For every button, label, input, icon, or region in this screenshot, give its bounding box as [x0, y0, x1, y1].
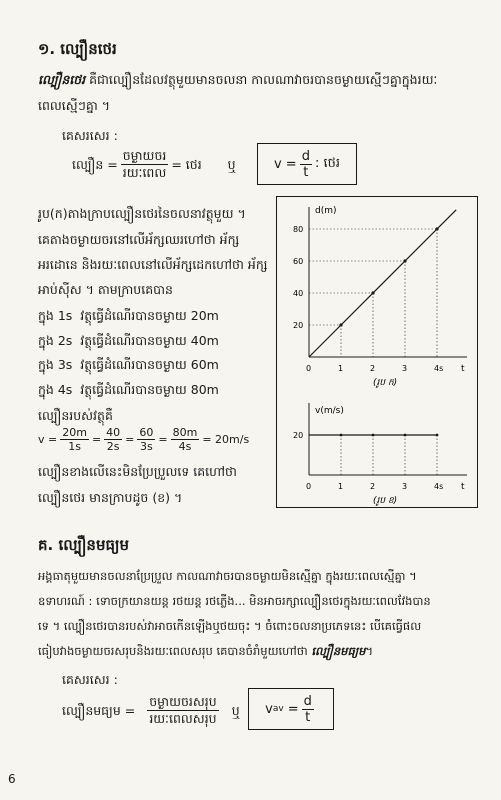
x-tick-label: 0: [306, 364, 312, 373]
velocity-time-chart: [277, 395, 477, 507]
calc-v: v =: [38, 433, 58, 446]
s2-para-line4: [38, 643, 373, 659]
calc-num: 20m: [62, 426, 87, 439]
speed-word: ល្បឿន =: [72, 156, 118, 172]
para-line2: អរដោនេ និងរយៈពេលនៅលើអ័ក្សដេកហៅថា អ័ក្ស: [38, 257, 268, 272]
boxed-num: d: [303, 693, 312, 709]
x-tick-label: 4s: [434, 364, 444, 373]
calc-den: 3s: [140, 440, 153, 453]
y-tick-label: 20: [293, 431, 304, 440]
list-item: [38, 382, 219, 398]
s2-para-line3: ទេ ។ ល្បឿនថេរបានរបស់វាអាចកើនឡើងឬថយចុះ ។ ចំពោះចលនាប្រភេទនេះ បើគេធ្វើផល: [38, 619, 422, 633]
boxed-fraction: [302, 694, 314, 725]
section2-heading: គ. ល្បឿនមធ្យម: [38, 536, 129, 554]
definition-term: ល្បឿនថេរ: [38, 72, 86, 87]
x-tick-label: 4s: [434, 482, 444, 491]
figure-panel: [276, 196, 478, 508]
y-tick-label: 40: [293, 289, 304, 298]
row-lead: ក្នុង 2s: [38, 333, 73, 348]
calc-fraction: [137, 426, 155, 453]
x-tick-label: 1: [338, 482, 344, 491]
x-tick-label: 2: [370, 482, 376, 491]
x-tick-label: 1: [338, 364, 344, 373]
calc-num: 80m: [172, 426, 198, 439]
figure-caption: (រូប ខ): [373, 496, 398, 506]
boxed-den: t: [303, 164, 309, 180]
fraction-denominator: រយៈពេលសរុប: [149, 711, 217, 726]
calc-result: = 20m/s: [202, 433, 250, 446]
row-text: វត្ថុធ្វើដំណើរបានចម្ងាយ 60m: [80, 357, 219, 372]
boxed-eq: =: [287, 701, 299, 717]
conclusion-line2: ល្បឿនថេរ មានក្រាបដូច (ខ) ។: [38, 490, 183, 505]
section1-heading: ១. ល្បឿនថេរ: [38, 40, 117, 58]
list-item: [38, 333, 219, 349]
x-tick-label: 3: [402, 482, 408, 491]
x-axis-label: t: [461, 482, 465, 492]
calc-den: 2s: [106, 440, 120, 453]
s2-para-text: ធៀបវាងចម្ងាយចរសរុបនិងរយៈពេលសរុប គេបានចំរាំមួយហៅថា: [38, 644, 312, 658]
equals-sign: =: [91, 433, 102, 446]
equals-sign: =: [125, 433, 135, 446]
series-line: [309, 210, 456, 357]
distance-time-chart: [277, 197, 477, 393]
row-text: វត្ថុធ្វើដំណើរបានចម្ងាយ 80m: [80, 382, 219, 397]
avg-word: ល្បឿនមធ្យម =: [62, 702, 136, 718]
graph-caption-text: រូប(ក)តាងក្រាបល្បឿនថេរនៃចលនាវត្ថុមួយ ។: [38, 206, 246, 221]
y-tick-label: 20: [293, 321, 304, 330]
or-word: ឬ: [227, 156, 236, 172]
y-tick-label: 60: [293, 257, 304, 266]
boxed-num: d: [301, 148, 310, 164]
row-lead: ក្នុង 3s: [38, 357, 73, 372]
calc-fraction: [171, 426, 200, 453]
formula-speed: [72, 148, 236, 181]
x-tick-label: 2: [370, 364, 376, 373]
row-text: វត្ថុធ្វើដំណើរបានចម្ងាយ 40m: [80, 333, 219, 348]
boxed-rhs: : ថេរ: [314, 155, 340, 171]
s2-end: ។: [365, 644, 374, 658]
figure-caption: (រូប ក): [373, 378, 398, 388]
definition-text: គឺជាល្បឿនដែលវត្ថុមួយមានចលនា កាលណាវាចរបានចម្ងាយស្មើៗគ្នាក្នុងរយៈ: [85, 72, 438, 87]
or-word: ឬ: [231, 702, 240, 718]
s2-term: ល្បឿនមធ្យម: [311, 644, 366, 658]
s2-para-line1: អង្គធាតុមួយមានចលនាប្រែប្រួល កាលណាវាចរបានចម្ងាយមិនស្មើគ្នា ក្នុងរយៈពេលស្មើគ្នា ។: [38, 569, 417, 583]
conclusion-line1: ល្បឿនខាងលើនេះមិនប្រែប្រួលទេ គេហៅថា: [38, 464, 237, 479]
x-tick-label: 0: [306, 482, 312, 491]
list-item: [38, 357, 219, 373]
y-axis-label: v(m/s): [315, 406, 344, 416]
calc-fraction: [60, 426, 89, 453]
calc-den: 4s: [178, 440, 192, 453]
fraction-denominator: រយៈពេល: [122, 165, 167, 180]
x-axis-label: t: [461, 364, 465, 374]
x-tick-label: 3: [402, 364, 408, 373]
calc-den: 1s: [68, 440, 81, 453]
para-line1: គេតាងចម្ងាយចរនៅលើអ័ក្សឈរហៅថា អ័ក្ស: [38, 232, 240, 247]
fraction-numerator: ចម្ងាយចរ: [122, 148, 167, 163]
boxed-formula: [257, 143, 357, 185]
fraction-numerator: ចម្ងាយចរសរុប: [149, 694, 217, 709]
definition-line2: ពេលស្មើៗគ្នា ។: [38, 98, 111, 113]
calc-fraction: [104, 426, 122, 453]
calc-num: 60: [139, 426, 154, 439]
speed-fraction: [121, 148, 169, 181]
boxed-average-formula: [248, 688, 334, 730]
para-line3: អាប់ស៊ីស ។ តាមក្រាបគេបាន: [38, 282, 173, 297]
boxed-lhs: v =: [273, 156, 297, 172]
avg-fraction: [147, 694, 218, 727]
boxed-fraction: [300, 149, 312, 180]
row-lead: ក្នុង 4s: [38, 382, 73, 397]
formula2-label: គេសរសេរ :: [62, 672, 118, 687]
calc-num: 40: [106, 426, 121, 439]
s2-para-line2: ឧទាហរណ៍ : ទោចក្រយានយន្ត រថយន្ត រថភ្លើង... មិនអាចរក្សាល្បឿនថេរក្នុងរយៈពេលវែងបាន: [38, 594, 431, 608]
boxed-sub: av: [272, 704, 284, 714]
y-tick-label: 80: [293, 225, 304, 234]
speed-calculation: [38, 426, 249, 453]
formula-average-speed: [62, 694, 240, 727]
eq-const: = ថេរ: [171, 156, 202, 172]
list-item: [38, 308, 219, 324]
boxed-den: t: [305, 709, 311, 725]
speed-of-object: ល្បឿនរបស់វត្ថុគឺ: [38, 408, 113, 423]
formula-label: គេសរសេរ :: [62, 128, 118, 143]
definition-line1: [38, 72, 437, 88]
row-text: វត្ថុធ្វើដំណើរបានចម្ងាយ 20m: [80, 308, 219, 323]
page-number: 6: [8, 772, 16, 786]
equals-sign: =: [158, 433, 168, 446]
row-lead: ក្នុង 1s: [38, 308, 73, 323]
y-axis-label: d(m): [315, 206, 337, 216]
boxed-lhs: v: [265, 701, 273, 717]
